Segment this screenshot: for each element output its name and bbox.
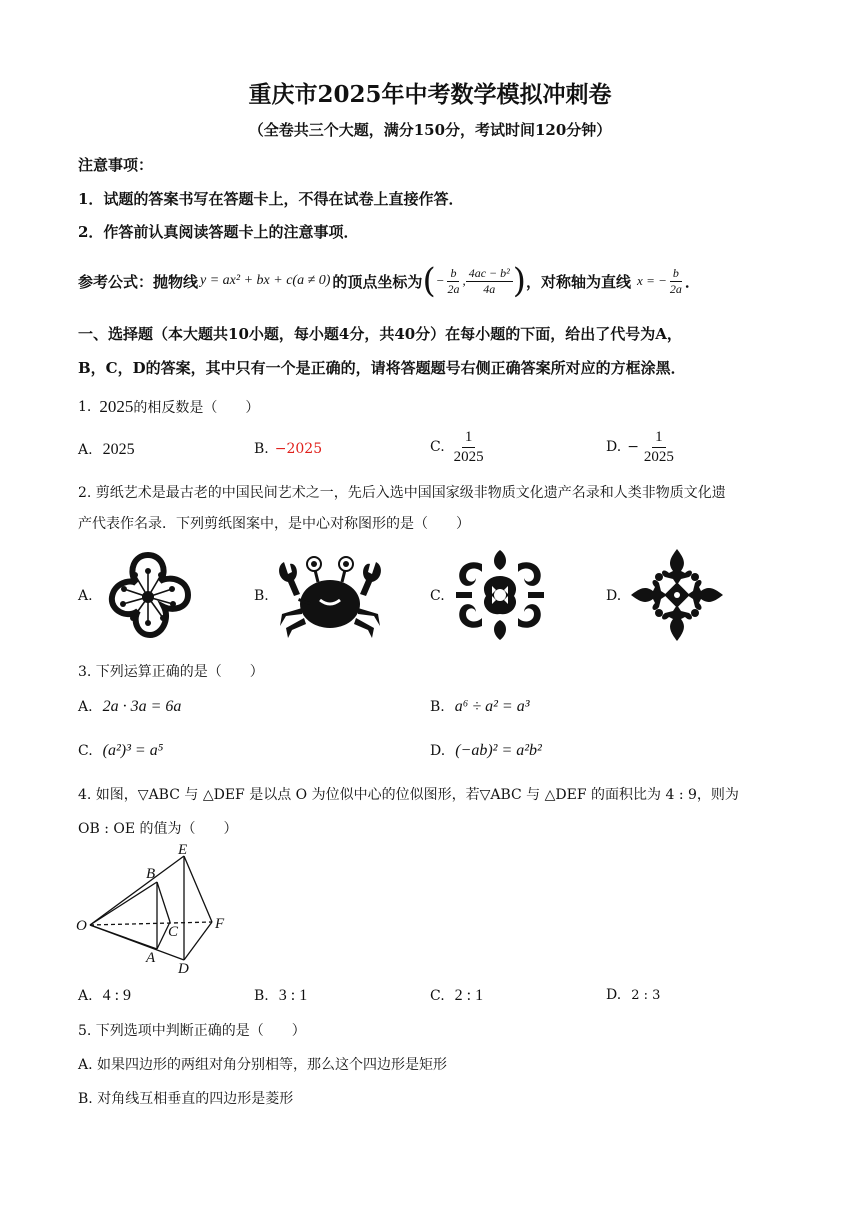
q2-option-b-label[interactable]: B. <box>254 588 269 604</box>
q2-option-a-label[interactable]: A. <box>78 588 93 604</box>
axis-lhs: x = − <box>637 273 667 288</box>
point-label: F <box>215 916 225 932</box>
question-5-stem: 5. 下列选项中判断正确的是（ ） <box>78 1023 306 1039</box>
q5-option-a[interactable]: A. 如果四边形的两组对角分别相等，那么这个四边形是矩形 <box>78 1057 448 1073</box>
formula-vertex-text: 的顶点坐标为 <box>332 272 423 291</box>
reference-formula: 参考公式：抛物线 y = ax² + bx + c(a ≠ 0) 的顶点坐标为 ( − $\frac{b}{2a}$ , $\frac{\text{4ac − b²}}{4a}$ ) ，对称轴为直线 x = − $\frac{b}{2a}$ ． <box>78 261 700 301</box>
section-heading-cont: B，C，D的答案，其中只有一个是正确的，请将答题题号右侧正确答案所对应的方框涂黑． <box>78 359 686 377</box>
sakura-papercut-icon <box>98 550 202 644</box>
q4-option-a[interactable]: A. 4 : 9 <box>78 987 132 1004</box>
minus-sign: − <box>435 273 445 288</box>
notice-item: 2．作答前认真阅读答题卡上的注意事项． <box>78 223 359 241</box>
question-2-stem: 2. 剪纸艺术是最古老的中国民间艺术之一，先后入选中国国家级非物质文化遗产名录和人类非物质文化遗 <box>78 485 726 501</box>
left-paren: ( <box>422 261 436 301</box>
homothety-figure <box>72 842 242 978</box>
question-3-stem: 3. 下列运算正确的是（ ） <box>78 664 264 680</box>
notice-heading: 注意事项： <box>78 156 154 174</box>
point-label: A <box>146 950 156 966</box>
page-title: 重庆市2025年中考数学模拟冲刺卷 <box>248 81 612 108</box>
q2-option-d-label[interactable]: D. <box>606 588 622 604</box>
fleur-cross-papercut-icon <box>628 546 726 644</box>
exam-subtitle: （全卷共三个大题，满分150分，考试时间120分钟） <box>248 121 612 139</box>
parabola-equation: y = ax² + bx + c(a ≠ 0) <box>200 273 331 288</box>
ornament-papercut-icon <box>452 546 548 644</box>
point-label: B <box>146 866 156 882</box>
point-label: D <box>178 961 189 977</box>
axis-fraction: $\frac{b}{2a}$ <box>669 265 682 296</box>
question-4-stem-cont: OB : OE 的值为（ ） <box>78 821 238 837</box>
right-paren: ) <box>512 261 527 301</box>
q3-option-a[interactable]: A. 2a · 3a = 6a <box>78 698 182 715</box>
question-4-stem: 4. 如图，▽ABC 与 △DEF 是以点 O 为位似中心的位似图形，若▽ABC 与 △DEF 的面积比为 4 : 9，则为 <box>78 787 739 803</box>
q3-option-d[interactable]: D. (−ab)² = a²b² <box>430 742 542 759</box>
notice-item: 1．试题的答案书写在答题卡上，不得在试卷上直接作答． <box>78 190 464 208</box>
crab-papercut-icon <box>274 552 386 638</box>
q1-option-d[interactable]: D. − $\frac{1}{2025}$ <box>606 429 674 465</box>
q2-option-c-label[interactable]: C. <box>430 588 445 604</box>
vertex-x-fraction: $\frac{b}{2a}$ <box>447 265 460 296</box>
vertex-y-fraction: $\frac{\text{4ac − b²}}{4a}$ <box>466 266 513 297</box>
q1-value: 2025 <box>99 397 134 416</box>
q1-answer-highlight: −2025 <box>274 441 323 457</box>
q4-option-c[interactable]: C. 2 : 1 <box>430 987 484 1004</box>
q3-option-b[interactable]: B. a⁶ ÷ a² = a³ <box>430 698 530 715</box>
q1-option-c[interactable]: C. $\frac{1}{2025}$ <box>430 429 484 465</box>
point-label: C <box>168 924 179 940</box>
question-1-stem: 1. 2025 的相反数是（ ） <box>78 397 260 416</box>
point-label: E <box>178 842 188 858</box>
q1-option-b[interactable]: B. −2025 <box>254 441 323 457</box>
point-label: O <box>76 918 87 934</box>
formula-lead: 参考公式：抛物线 <box>78 272 199 291</box>
formula-axis-text: ，对称轴为直线 <box>526 272 632 291</box>
section-heading: 一、选择题（本大题共10小题，每小题4分，共40分）在每小题的下面，给出了代号为A， <box>78 325 682 343</box>
q4-option-d[interactable]: D. 2 : 3 <box>606 987 661 1003</box>
formula-end: ． <box>684 272 700 291</box>
q1-option-a[interactable]: A. 2025 <box>78 441 135 458</box>
q4-option-b[interactable]: B. 3 : 1 <box>254 987 308 1004</box>
q5-option-b[interactable]: B. 对角线互相垂直的四边形是菱形 <box>78 1091 294 1107</box>
question-2-stem-cont: 产代表作名录．下列剪纸图案中，是中心对称图形的是（ ） <box>78 516 470 532</box>
q3-option-c[interactable]: C. (a²)³ = a⁵ <box>78 742 164 759</box>
